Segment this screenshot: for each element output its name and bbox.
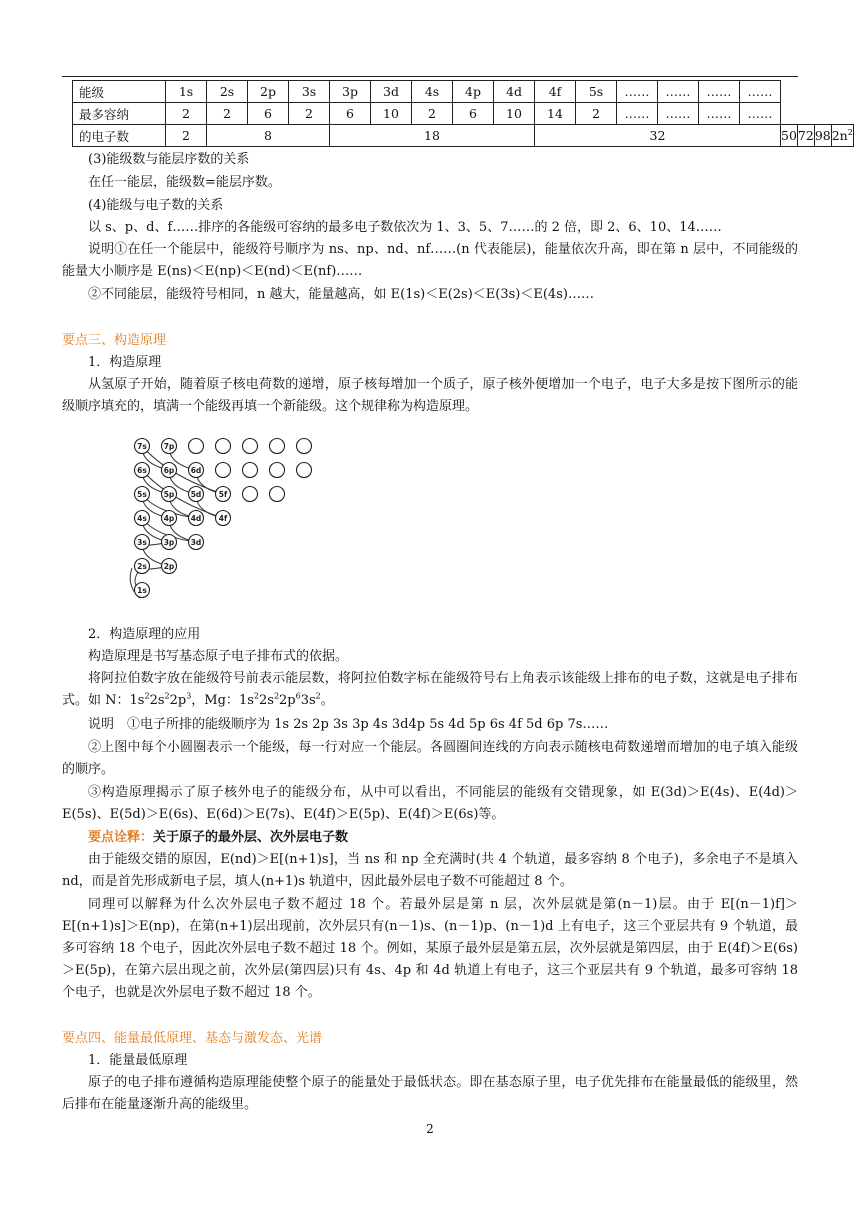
level-cell: ……: [617, 81, 658, 103]
shell-total-cell: 18: [330, 125, 535, 147]
empty-orbital-circle: [216, 439, 231, 454]
orbital-label: 4s: [137, 514, 147, 523]
empty-orbital-circle: [270, 439, 285, 454]
subsection-title: 2．构造原理的应用: [88, 627, 201, 642]
table-row: [73, 125, 854, 147]
empty-orbital-circle: [270, 463, 285, 478]
level-cell: ……: [699, 81, 740, 103]
level-cell: 2p: [248, 81, 289, 103]
level-cell: ……: [740, 81, 781, 103]
orbital-label: 6s: [137, 466, 147, 475]
count-cell: ……: [699, 103, 740, 125]
orbital-label: 6p: [163, 466, 175, 475]
paragraph: 说明 ①电子所排的能级顺序为 1s 2s 2p 3s 3p 4s 3d4p 5s 4d 5p 6s 4f 5d 6p 7s……: [88, 717, 609, 732]
paragraph: 以 s、p、d、f……排序的各能级可容纳的最多电子数依次为 1、3、5、7……的 2 倍，即 2、6、10、14……: [88, 220, 722, 235]
count-cell: ……: [740, 103, 781, 125]
shell-total-cell: 8: [207, 125, 330, 147]
row-label: 最多容纳: [73, 103, 166, 125]
paragraph: 在任一能层，能级数=能层序数。: [88, 175, 281, 190]
empty-orbital-circle: [270, 487, 285, 502]
level-cell: 3s: [289, 81, 330, 103]
header-rule: [62, 76, 798, 77]
count-cell: ……: [658, 103, 699, 125]
level-cell: 2s: [207, 81, 248, 103]
count-cell: 2: [289, 103, 330, 125]
orbital-label: 6d: [190, 466, 202, 475]
orbital-label: 2p: [163, 562, 175, 571]
orbital-label: 5p: [163, 490, 175, 499]
level-cell: 5s: [576, 81, 617, 103]
count-cell: 2: [576, 103, 617, 125]
empty-orbital-circle: [189, 439, 204, 454]
paragraph: 原子的电子排布遵循构造原理能使整个原子的能量处于最低状态。即在基态原子里，电子优先排布在能量最低的能级里，然后排布在能量逐渐升高的能级里。: [62, 1075, 798, 1112]
fill-order-connector: [142, 446, 223, 494]
count-cell: 2: [166, 103, 207, 125]
level-cell: ……: [658, 81, 699, 103]
page-number: 2: [426, 1122, 434, 1136]
empty-orbital-circle: [297, 463, 312, 478]
section-subhead: (4)能级与电子数的关系: [88, 198, 224, 213]
note-heading: [62, 827, 798, 849]
paragraph: ③构造原理揭示了原子核外电子的能级分布，从中可以看出，不同能层的能级有交错现象，如 E(3d)＞E(4s)、E(4d)＞E(5s)、E(5d)＞E(6s)、E(6d)＞E(7s)、E(4f)＞E(5p)、E(4f)＞E(6s)等。: [62, 785, 798, 822]
orbital-label: 4f: [218, 514, 228, 523]
count-cell: 10: [494, 103, 535, 125]
paragraph: [62, 668, 798, 712]
empty-orbital-circle: [243, 439, 258, 454]
note-label: 要点诠释：: [88, 830, 154, 845]
orbital-label: 3s: [137, 538, 147, 547]
paragraph: 从氢原子开始，随着原子核电荷数的递增，原子核每增加一个质子，原子核外便增加一个电子，电子大多是按下图所示的能级顺序填充的，填满一个能级再填一个新能级。这个规律称为构造原理。: [62, 377, 798, 414]
orbital-label: 5s: [137, 490, 147, 499]
count-cell: 10: [371, 103, 412, 125]
paragraph: ②不同能层，能级符号相同，n 越大，能量越高，如 E(1s)＜E(2s)＜E(3s)＜E(4s)……: [88, 287, 594, 302]
paragraph: 构造原理是书写基态原子电子排布式的依据。: [88, 649, 349, 664]
note-title: 关于原子的最外层、次外层电子数: [153, 830, 349, 845]
count-cell: 2: [412, 103, 453, 125]
orbital-label: 4p: [163, 514, 175, 523]
energy-level-table: [72, 80, 854, 147]
formula-exponent: 2: [847, 127, 853, 137]
subsection-title: 1．构造原理: [88, 355, 162, 370]
paragraph: 同理可以解释为什么次外层电子数不超过 18 个。若最外层是第 n 层，次外层就是第(n－1)层。由于 E[(n－1)f]＞E[(n+1)s]＞E(np)，在第(n+1)层出现前，次外层只有(n－1)s、(n－1)p、(n－1)d 上有电子，这三个亚层共有 9 个轨道，最多可容纳 18 个电子，因此次外层电子数不超过 18 个。例如，某原子最外层是第五层，次外层就是第四层，由于 E(4f)＞E(6s)＞E(5p)，在第六层出现之前，次外层(第四层)只有 4s、4p 和 4d 轨道上有电子，这三个亚层共有 9 个轨道，最多可容纳 18 个电子，也就是次外层电子数不超过 18 个。: [62, 897, 798, 1000]
orbital-label: 5d: [190, 490, 202, 499]
level-cell: 3p: [330, 81, 371, 103]
count-cell: 14: [535, 103, 576, 125]
count-cell: 6: [248, 103, 289, 125]
shell-total-cell: 50: [781, 125, 798, 147]
paragraph-text: 将阿拉伯数字放在能级符号前表示能层数，将阿拉伯数字标在能级符号右上角表示该能级上排布的电子数，这就是电子排布式。如 N：: [62, 671, 798, 708]
orbital-label: 7p: [163, 442, 175, 451]
formula-base: 2n: [831, 128, 848, 143]
subsection-title: 1．能量最低原理: [88, 1053, 188, 1068]
table-row: [73, 103, 854, 125]
paragraph: 说明①在任一个能层中，能级符号顺序为 ns、np、nd、nf……(n 代表能层)，能量依次升高，即在第 n 层中，不同能级的能量大小顺序是 E(ns)＜E(np)＜E(nd)＜E(nf)……: [62, 242, 798, 279]
paragraph: 由于能级交错的原因，E(nd)＞E[(n+1)s]，当 ns 和 np 全充满时(共 4 个轨道，最多容纳 8 个电子)，多余电子不是填入 nd，而是首先形成新电子层，填人(n+1)s 轨道中，因此最外层电子数不可能超过 8 个。: [62, 852, 798, 889]
row-label: 能级: [73, 81, 166, 103]
orbital-label: 2s: [137, 562, 147, 571]
section-subhead: (3)能级数与能层序数的关系: [88, 152, 250, 167]
example-nitrogen: $1s^22s^22p^3$: [129, 691, 192, 708]
aufbau-diagram: [120, 432, 320, 612]
empty-orbital-circle: [243, 487, 258, 502]
orbital-label: 1s: [137, 586, 147, 595]
orbital-label: 7s: [137, 442, 147, 451]
orbital-label: 4d: [190, 514, 202, 523]
orbital-label: 5f: [218, 490, 228, 499]
shell-total-cell: 2: [166, 125, 207, 147]
shell-total-cell: 72: [797, 125, 814, 147]
paragraph-end: 。: [320, 693, 334, 708]
level-cell: 4d: [494, 81, 535, 103]
empty-orbital-circle: [243, 463, 258, 478]
orbital-label: 3d: [190, 538, 202, 547]
example-magnesium: $1s^22s^22p^63s^2$: [238, 691, 321, 708]
count-cell: 6: [330, 103, 371, 125]
count-cell: 6: [453, 103, 494, 125]
table-row: [73, 81, 854, 103]
level-cell: 1s: [166, 81, 207, 103]
level-cell: 4p: [453, 81, 494, 103]
level-cell: 4s: [412, 81, 453, 103]
paragraph: ②上图中每个小圆圈表示一个能级，每一行对应一个能层。各圆圈间连线的方向表示随核电荷数递增而增加的电子填入能级的顺序。: [62, 740, 798, 777]
orbital-label: 3p: [163, 538, 175, 547]
empty-orbital-circle: [216, 463, 231, 478]
empty-orbital-circle: [297, 439, 312, 454]
level-cell: 4f: [535, 81, 576, 103]
section-heading: 要点三、构造原理: [62, 333, 167, 348]
shell-total-cell: 32: [535, 125, 781, 147]
shell-formula-cell: [831, 125, 853, 147]
example-label: ，Mg：: [191, 693, 239, 708]
shell-total-cell: 98: [814, 125, 831, 147]
count-cell: 2: [207, 103, 248, 125]
section-heading: 要点四、能量最低原理、基态与激发态、光谱: [62, 1031, 323, 1046]
count-cell: ……: [617, 103, 658, 125]
row-label: 的电子数: [73, 125, 166, 147]
level-cell: 3d: [371, 81, 412, 103]
